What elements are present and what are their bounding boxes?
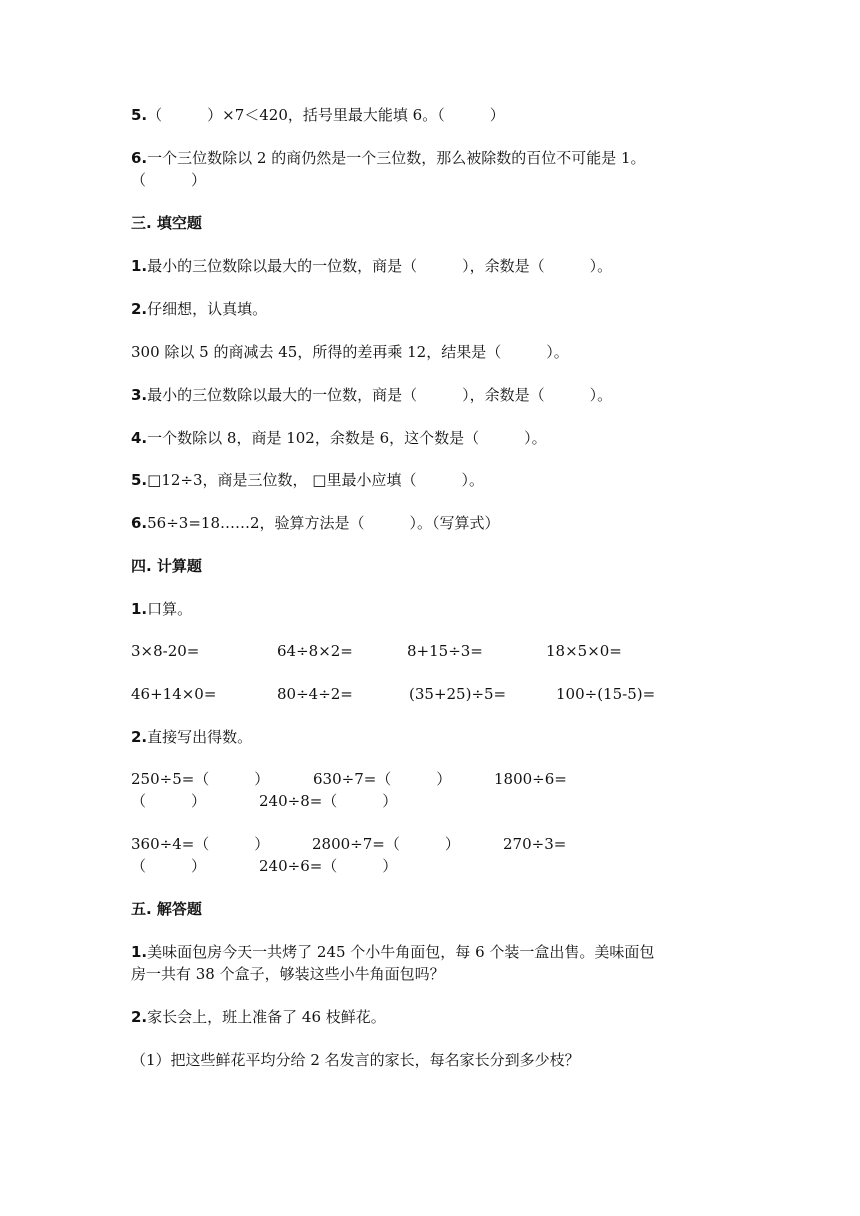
section-heading-fill: 三. 填空题 xyxy=(131,214,202,232)
question-number: 1. xyxy=(131,943,148,961)
direct-calc-item: 240÷8=（ ） xyxy=(259,792,398,810)
question-text: 最小的三位数除以最大的一位数，商是（ ），余数是（ ）。 xyxy=(147,386,613,404)
calc-q1 xyxy=(131,599,192,619)
question-text: 一个数除以 8，商是 102，余数是 6，这个数是（ ）。 xyxy=(147,429,547,447)
question-text: □12÷3，商是三位数， □里最小应填（ ）。 xyxy=(147,471,484,489)
question-number: 5. xyxy=(131,471,148,489)
oral-calc-item: 100÷(15-5)= xyxy=(556,685,656,703)
oral-calc-item: 3×8-20= xyxy=(131,642,200,660)
question-number: 5. xyxy=(131,106,148,124)
oral-calc-item: 46+14×0= xyxy=(131,685,217,703)
question-number: 2. xyxy=(131,1008,148,1026)
direct-calc-item: （ ） xyxy=(131,792,207,810)
question-text: 最小的三位数除以最大的一位数，商是（ ），余数是（ ）。 xyxy=(147,257,613,275)
solve-q1-cont: 房一共有 38 个盒子，够装这些小牛角面包吗？ xyxy=(131,965,445,983)
solve-q1 xyxy=(131,942,654,962)
question-number: 6. xyxy=(131,149,148,167)
fill-q4 xyxy=(131,428,547,448)
question-text: 56÷3=18……2，验算方法是（ ）。（写算式） xyxy=(147,514,500,532)
direct-calc-item: （ ） xyxy=(131,857,207,875)
direct-calc-item: 250÷5=（ ） xyxy=(131,770,270,788)
question-text: 仔细想，认真填。 xyxy=(147,300,268,318)
question-text: 家长会上，班上准备了 46 枝鲜花。 xyxy=(147,1008,386,1026)
question-number: 2. xyxy=(131,728,148,746)
question-text: （ ）×7＜420，括号里最大能填 6。（ ） xyxy=(147,106,505,124)
oral-calc-item: 64÷8×2= xyxy=(277,642,353,660)
solve-q2 xyxy=(131,1007,386,1027)
judge-q5 xyxy=(131,105,505,125)
question-number: 2. xyxy=(131,300,148,318)
question-number: 3. xyxy=(131,386,148,404)
fill-q5 xyxy=(131,470,484,490)
judge-q6-cont: （ ） xyxy=(131,171,207,189)
question-number: 1. xyxy=(131,257,148,275)
fill-q6 xyxy=(131,513,500,533)
question-number: 4. xyxy=(131,429,148,447)
fill-q1 xyxy=(131,256,612,276)
section-heading-calc: 四. 计算题 xyxy=(131,557,202,575)
fill-q2 xyxy=(131,299,267,319)
direct-calc-item: 240÷6=（ ） xyxy=(259,857,398,875)
oral-calc-item: 80÷4÷2= xyxy=(277,685,353,703)
oral-calc-item: 18×5×0= xyxy=(546,642,622,660)
section-heading-solve: 五. 解答题 xyxy=(131,900,202,918)
oral-calc-item: 8+15÷3= xyxy=(407,642,483,660)
direct-calc-item: 1800÷6= xyxy=(494,770,567,788)
direct-calc-item: 360÷4=（ ） xyxy=(131,835,270,853)
direct-calc-item: 630÷7=（ ） xyxy=(313,770,452,788)
fill-q2-sub: 300 除以 5 的商减去 45，所得的差再乘 12，结果是（ ）。 xyxy=(131,343,569,361)
question-text: 一个三位数除以 2 的商仍然是一个三位数，那么被除数的百位不可能是 1。 xyxy=(147,149,646,167)
judge-q6 xyxy=(131,148,646,168)
question-number: 6. xyxy=(131,514,148,532)
fill-q3 xyxy=(131,385,612,405)
question-text: 口算。 xyxy=(147,600,193,618)
oral-calc-item: (35+25)÷5= xyxy=(409,685,507,703)
question-text: 美味面包房今天一共烤了 245 个小牛角面包，每 6 个装一盒出售。美味面包 xyxy=(147,943,655,961)
question-number: 1. xyxy=(131,600,148,618)
direct-calc-item: 2800÷7=（ ） xyxy=(312,835,460,853)
question-text: 直接写出得数。 xyxy=(147,728,253,746)
solve-q2-sub: （1）把这些鲜花平均分给 2 名发言的家长，每名家长分到多少枝？ xyxy=(131,1051,580,1069)
calc-q2 xyxy=(131,727,252,747)
direct-calc-item: 270÷3= xyxy=(503,835,567,853)
